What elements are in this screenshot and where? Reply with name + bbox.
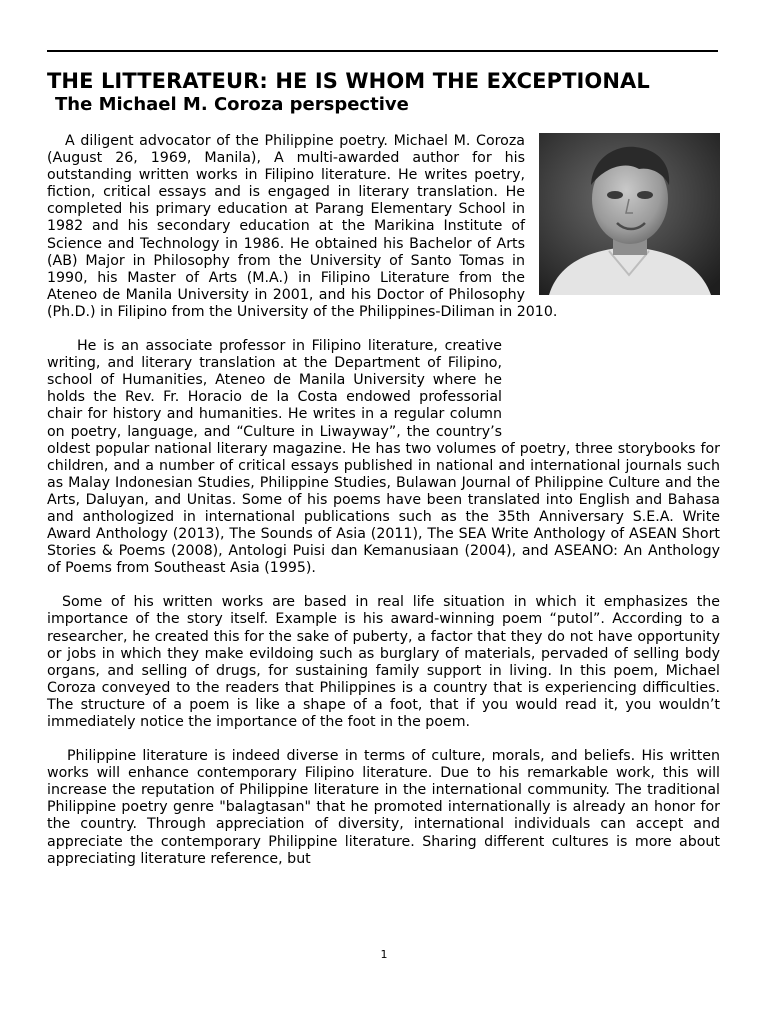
paragraph-4: Philippine literature is indeed diverse in terms of culture, morals, and beliefs. His written works will enhance contemporary Filipino literature. Due to his remarkable work, this will increase the reputation of Philippine literature in the international community. The traditional Philippine poetry genre "balagtasan" that he promoted internationally is already an honor for the country. Through appreciation of diversity, international individuals can accept and appreciate the contemporary Philippine literature. Sharing different cultures is more about appreciating literature reference, but [47,748,720,867]
paragraph-3: Some of his written works are based in real life situation in which it emphasizes the importance of the story itself. Example is his award-winning poem “putol”. According to a researcher, he created this for the sake of puberty, a factor that they do not have opportunity or jobs in which they make evildoing such as burglary of materials, pervaded of selling body organs, and selling of drugs, for sustaining family support in living. In this poem, Michael Coroza conveyed to the readers that Philippines is a country that is experiencing difficulties. The structure of a poem is like a shape of a foot, that if you would read it, you wouldn’t immediately notice the importance of the foot in the poem. [47,594,720,730]
layout-gap [520,338,720,438]
paragraph-1: A diligent advocator of the Philippine poetry. Michael M. Coroza (August 26, 1969, Manila), A multi-awarded author for his outstanding written works in Filipino literature. He writes poetry, fiction, critical essays and is engaged in literary translation. He completed his primary education at Parang Elementary School in 1982 and his secondary education at the Marikina Institute of Science and Technology in 1986. He obtained his Bachelor of Arts (AB) Major in Philosophy from the University of Santo Tomas in 1990, his Master of Arts (M.A.) in Filipino Literature from the Ateneo de Manila University in 2001, and his Doctor of Philosophy (Ph.D.) in Filipino from the University of the Philippines-Diliman in 2010. [47,133,558,320]
document-subtitle: The Michael M. Coroza perspective [55,94,409,115]
header-rule [47,50,718,52]
document-title: THE LITTERATEUR: HE IS WHOM THE EXCEPTIONAL [47,69,650,93]
document-body [47,133,720,885]
author-portrait-photo [539,133,720,295]
paragraph-2: He is an associate professor in Filipino literature, creative writing, and literary translation at the Department of Filipino, school of Humanities, Ateneo de Manila University where he holds the Rev. Fr. Horacio de la Costa endowed professorial chair for history and humanities. He writes in a regular column on poetry, language, and “Culture in Liwayway”, the country’s oldest popular national literary magazine. He has two volumes of poetry, three storybooks for children, and a number of critical essays published in national and international journals such as Malay Indonesian Studies, Philippine Studies, Bulawan Journal of Philippine Culture and the Arts, Daluyan, and Unitas. Some of his poems have been translated into English and Bahasa and anthologized in international publications such as the 35th Anniversary S.E.A. Write Award Anthology (2013), The Sounds of Asia (2011), The SEA Write Anthology of ASEAN Short Stories & Poems (2008), Antologi Puisi dan Kemanusiaan (2004), and ASEANO: An Anthology of Poems from Southeast Asia (1995). [47,338,720,577]
page-number: 1 [380,948,388,961]
